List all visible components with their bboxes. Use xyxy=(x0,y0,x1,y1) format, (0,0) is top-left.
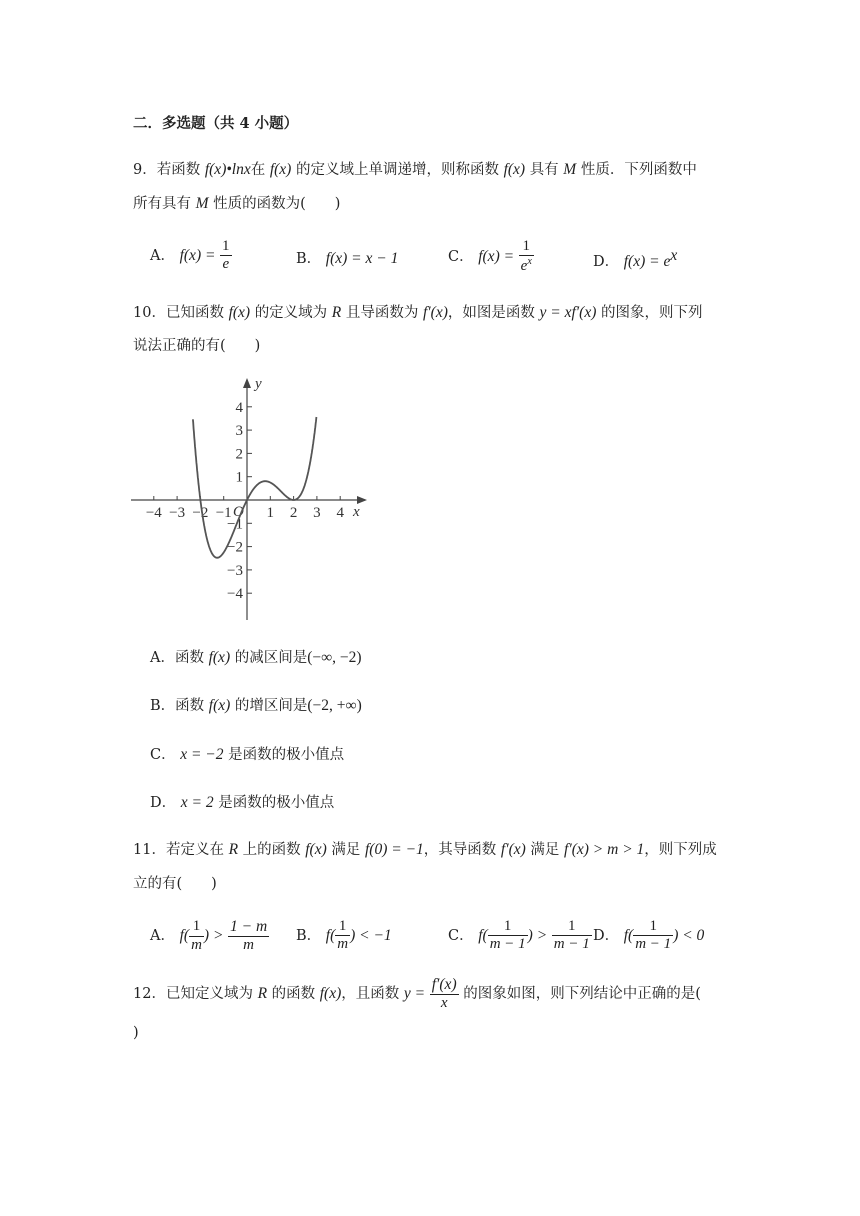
denominator: m xyxy=(191,936,202,953)
math-expr: f(x) xyxy=(228,304,251,321)
q11-option-d[interactable] xyxy=(593,918,704,954)
section-title: 二．多选题（共 4 小题） xyxy=(133,115,299,132)
y-axis-label: y xyxy=(255,376,262,392)
y-tick-label: −2 xyxy=(227,539,243,556)
question-text: 的图象，则下列 xyxy=(600,305,703,321)
option-label: B． xyxy=(296,251,322,267)
option-text: 函数 xyxy=(174,650,204,666)
denominator: m xyxy=(337,936,349,953)
question-text: 且导函数为 xyxy=(345,305,419,321)
question-text: ，且函数 xyxy=(341,986,400,1003)
denominator: m − 1 xyxy=(635,936,672,953)
fraction xyxy=(552,918,592,954)
question-text: 上的函数 xyxy=(242,842,301,858)
numerator: 1 xyxy=(488,918,528,936)
q11-option-c[interactable] xyxy=(448,918,592,954)
exponent: x xyxy=(527,256,532,268)
math-expr: ) > xyxy=(203,927,224,945)
option-label: A． xyxy=(150,928,175,945)
math-expr: f(x) xyxy=(305,841,327,858)
option-text: 是函数的极小值点 xyxy=(228,747,345,763)
y-tick-label: −3 xyxy=(227,562,243,579)
question-text: 的定义域为 xyxy=(254,305,328,321)
denominator xyxy=(519,256,534,275)
math-expr: f( xyxy=(325,926,336,944)
math-expr: (−2, +∞) xyxy=(307,697,362,714)
question-10-line-1 xyxy=(133,301,702,322)
question-12-line-1 xyxy=(133,976,701,1012)
question-9-line-2 xyxy=(133,192,340,213)
math-expr: M xyxy=(563,161,577,178)
math-expr: x = −2 xyxy=(180,746,224,763)
option-label: B． xyxy=(296,927,322,944)
math-expr: f(x) = e xyxy=(623,252,671,270)
question-text: 在 xyxy=(250,162,266,178)
fraction xyxy=(335,918,350,954)
denominator: m − 1 xyxy=(553,936,590,953)
math-expr: f(x) = xyxy=(179,246,216,264)
y-tick-label: −1 xyxy=(227,516,243,533)
math-expr: f′(x) xyxy=(500,841,526,858)
math-expr: y = xyxy=(403,985,426,1003)
x-tick-label: 3 xyxy=(313,505,321,521)
q10-option-b[interactable] xyxy=(150,694,362,715)
option-label: D． xyxy=(593,927,620,944)
math-expr: f( xyxy=(623,926,634,944)
q10-option-a[interactable] xyxy=(150,646,362,667)
math-expr: f(x)•lnx xyxy=(204,161,251,178)
x-tick-label: 2 xyxy=(289,505,298,521)
option-label: A． xyxy=(150,650,175,666)
y-tick-label: 4 xyxy=(235,399,243,416)
function-curve xyxy=(193,417,317,558)
question-number: 12． xyxy=(133,986,166,1003)
question-text: 的图象如图，则下列结论中正确的是( xyxy=(463,986,701,1003)
fraction xyxy=(633,918,673,954)
x-tick-label: 4 xyxy=(336,505,344,521)
option-label: D． xyxy=(150,795,177,811)
math-expr: ) > xyxy=(527,926,548,944)
question-10-line-2: 说法正确的有( ) xyxy=(133,338,261,354)
denominator: m xyxy=(243,936,255,953)
question-number: 10． xyxy=(133,305,166,321)
math-expr: f′(x) xyxy=(422,304,448,321)
numerator: 1 xyxy=(552,918,592,936)
math-expr: f(x) xyxy=(503,161,526,178)
x-tick-label: −2 xyxy=(192,505,209,521)
math-expr: y = xf′(x) xyxy=(539,304,597,321)
y-axis-arrow xyxy=(243,378,251,388)
question-text: 已知函数 xyxy=(165,305,224,321)
x-axis-label: x xyxy=(353,504,360,520)
option-label: C． xyxy=(150,747,176,763)
fraction xyxy=(189,918,204,954)
question-text: ，则下列成 xyxy=(644,842,717,858)
fraction xyxy=(228,918,269,954)
math-expr: R xyxy=(331,304,342,321)
math-expr: R xyxy=(257,985,268,1003)
math-expr: ) < 0 xyxy=(673,926,705,944)
question-text: 具有 xyxy=(529,162,559,178)
question-text: 满足 xyxy=(331,842,361,858)
option-text: 函数 xyxy=(175,698,205,714)
exponent: x xyxy=(670,247,678,264)
question-text: 满足 xyxy=(530,842,560,858)
denominator-base: e xyxy=(520,258,528,275)
math-expr: f(x) xyxy=(208,697,231,714)
fraction xyxy=(519,238,534,276)
question-text: 所有具有 xyxy=(133,196,191,212)
math-expr: (−∞, −2) xyxy=(307,649,362,666)
option-label: D． xyxy=(593,253,620,270)
fraction xyxy=(220,238,232,274)
question-text: 的定义域上单调递增，则称函数 xyxy=(295,162,499,178)
graph-layer xyxy=(131,376,367,620)
q10-option-d[interactable] xyxy=(150,791,334,812)
question-text: ，其导函数 xyxy=(423,842,497,858)
x-tick-label: −3 xyxy=(169,505,186,521)
math-expr: ) < −1 xyxy=(350,926,392,944)
fraction xyxy=(430,976,459,1012)
origin-label: O xyxy=(233,504,244,520)
option-text: 是函数的极小值点 xyxy=(218,795,335,811)
math-expr: f(0) = −1 xyxy=(364,841,424,858)
numerator: 1 xyxy=(335,918,350,936)
fraction xyxy=(488,918,528,954)
question-text: 性质的函数为( ) xyxy=(213,196,341,212)
math-expr: f(x) xyxy=(319,985,342,1003)
math-expr: x = 2 xyxy=(180,794,214,811)
y-tick-label: −4 xyxy=(227,586,243,603)
option-text: 的减区间是 xyxy=(234,650,308,666)
question-text: ，如图是函数 xyxy=(447,305,535,321)
option-text: 的增区间是 xyxy=(234,698,308,714)
numerator: 1 xyxy=(189,918,204,936)
question-number: 9． xyxy=(133,162,157,178)
y-tick-label: 1 xyxy=(235,469,243,486)
y-tick-label: 2 xyxy=(235,446,243,463)
option-label: B． xyxy=(150,698,176,714)
question-9-line-1 xyxy=(133,158,697,179)
option-label: C． xyxy=(448,248,474,265)
math-expr: f(x) = xyxy=(478,247,515,265)
question-text: 已知定义域为 xyxy=(165,986,253,1003)
numerator: 1 − m xyxy=(230,918,268,935)
math-expr: f(x) xyxy=(208,649,231,666)
denominator: m − 1 xyxy=(489,936,526,953)
numerator: 1 xyxy=(220,238,232,256)
x-tick-label: 1 xyxy=(266,505,275,521)
question-11-line-2: 立的有( ) xyxy=(133,876,217,892)
math-expr: f( xyxy=(478,926,488,944)
denominator: e xyxy=(222,256,230,273)
math-expr: R xyxy=(228,841,239,858)
option-label: A． xyxy=(150,247,175,264)
q11-option-b[interactable] xyxy=(296,918,392,954)
x-axis-arrow xyxy=(357,496,367,504)
question-number: 11． xyxy=(133,842,166,858)
x-tick-label: −1 xyxy=(215,505,232,521)
y-tick-label: 3 xyxy=(235,423,243,440)
q9-option-b[interactable] xyxy=(296,247,398,268)
q9-option-a[interactable] xyxy=(150,238,232,274)
question-text: 性质．下列函数中 xyxy=(580,162,697,178)
q10-option-c[interactable] xyxy=(150,743,344,764)
q11-option-a[interactable] xyxy=(150,918,269,954)
numerator: 1 xyxy=(633,918,673,936)
math-expr: f′(x) > m > 1 xyxy=(564,841,645,858)
question-11-line-1 xyxy=(133,838,717,859)
question-text: 若函数 xyxy=(156,162,201,178)
question-text: 若定义在 xyxy=(165,842,224,858)
denominator: x xyxy=(440,994,448,1011)
question-text: 的函数 xyxy=(271,986,316,1003)
math-expr: f(x) xyxy=(269,161,292,178)
function-graph xyxy=(125,372,375,622)
x-tick-label: −4 xyxy=(145,505,162,521)
question-12-line-2: ) xyxy=(133,1025,139,1041)
numerator: f′(x) xyxy=(431,976,457,993)
q9-option-c[interactable] xyxy=(448,238,534,276)
q9-option-d[interactable] xyxy=(593,247,677,271)
math-expr: M xyxy=(195,195,209,212)
numerator: 1 xyxy=(519,238,534,256)
math-expr: f( xyxy=(179,927,190,945)
math-expr: f(x) = x − 1 xyxy=(325,250,399,267)
option-label: C． xyxy=(448,927,474,944)
